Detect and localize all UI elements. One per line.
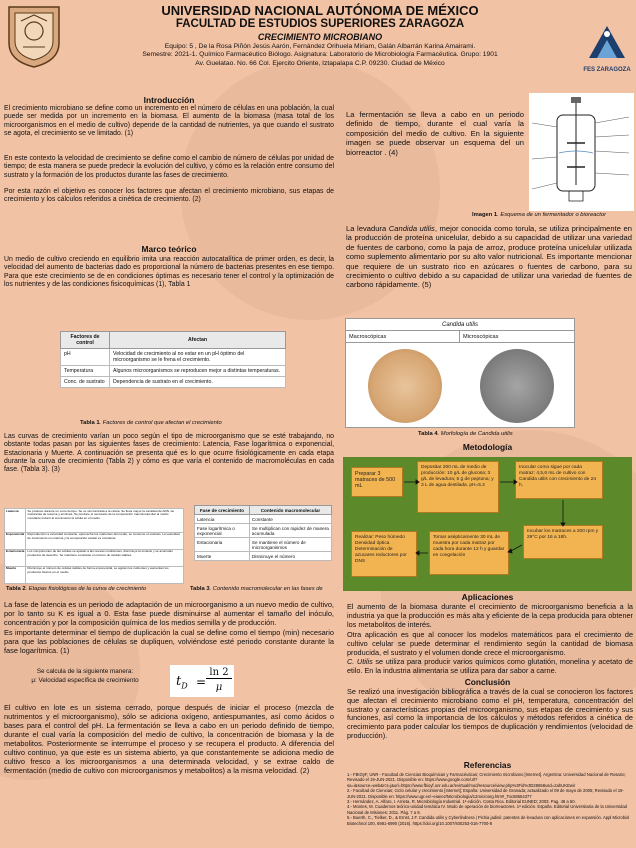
reference-item: 1.- FBIOyF, UNR - Facultad de Ciencias Bioquímicas y Farmacéuticas; Crecimiento microbiano [Internet]. Argentina: Universidad Nacional de Rosario; Revisado el 19-JUN-2021. Disponible en: https://www.google.com/url?sa=i&source=web&rct=j&url=https://www.fbioyf.unr.edu.ar/evirtual/mod/resource/view.php%3Fid%3D28658usd=2ahUKEwir — [347, 772, 626, 788]
ferment-paragraph: La fermentación se lleva a cabo en un periodo definido de tiempo, durante el cual varía la composición del medio de cultivo. En la siguiente imagen se puede observar un esquema del un biorreactor . (4) — [346, 110, 524, 157]
table-2-caption: Tabla 2. Etapas fisiológicas de la curva de crecimiento — [6, 586, 147, 592]
references-heading: Referencias — [463, 760, 512, 770]
reference-item: 5.- Buerth, C., Tielker, D., & Ernst, J.F. Candida utilis y Cyberlindnera | Pichia jadinii: patentes de levadura con aplicaciones en expansión. Appl Microbiol Biotechnol 100, 6981-6990 (2016). https://doi.org/10.1007/s00253-016-7700-8 — [347, 815, 630, 826]
batch-paragraph: El cultivo en lote es un sistema cerrado, porque después de iniciar el proceso (mezcla de nutrimentos y el microorganismo), sólo se adiciona oxígeno, antiespumantes, así como ácidos o bases para el control del pH. La fermentación se lleva a cabo en un periodo definido de tiempo, durante el cual varía la composición del medio de cultivo, la concentración de biomasa y la de metabolitos. Posteriormente se interrumpe el proceso y se recupera el producto. A diferencia del cultivo continuo, ya que este es un sistema abierto, ya que constantemente se adiciona medio de cultivo fresco a los microorganismos a una determinada velocidad, y se extrae caldo de fermentación (medio de cultivo con microorganismos y metabolitos) a la misma velocidad. (2) — [4, 703, 334, 775]
table-cell: Disminuye el número de células viables de forma exponencial, se agotan los nutrientes y aumentan los productos tóxicos en el medio. — [26, 566, 184, 583]
table-row — [5, 566, 184, 583]
table-row — [195, 515, 332, 524]
table-cell: Conc. de sustrato — [61, 377, 110, 388]
applications-paragraph-1: El aumento de la biomasa durante el crecimiento de microorganismo beneficia a la industria ya que la producción es más alta y eficiente de la cepa producida para obtener los metabolitos de interés. — [347, 602, 633, 629]
macroscopic-culture-image — [368, 349, 442, 423]
method-heading: Metodología — [462, 442, 513, 452]
candida-morphology-figure — [345, 318, 575, 428]
flow-step: Incubar los matraces a 200 rpm y 29°C por 16 a 18h. — [523, 525, 603, 559]
table-cell: pH — [61, 349, 110, 366]
fes-logo-text: FES ZARAGOZA — [583, 67, 631, 73]
table-cell: Disminuye el número — [249, 552, 331, 561]
intro-paragraph-3: Por esta razón el objetivo es conocer los factores que afectan el crecimiento microbiano, sus etapas de crecimiento y los cálculos referidos a cinética de crecimiento. (2) — [4, 188, 334, 204]
table-cell: Dependencia de sustrato en el crecimiento. — [110, 377, 286, 388]
address-line: Av. Guelatao. No. 66 Col. Ejercito Oriente, Iztapalapa C.P. 09230. Ciudad de México — [195, 59, 445, 67]
table-cell: Latencia — [195, 515, 250, 524]
flow-step: Inocular como sigue por cada matraz: 4,5,6 mL de cultivo con Candida utilis con crecimiento de 24 h. — [515, 461, 603, 499]
table-header: Factores de control — [61, 332, 110, 349]
intro-heading: Introducción — [143, 95, 195, 105]
latency-paragraph-2: Es importante determinar el tiempo de duplicación la cual se define como el tiempo (min) necesario para que las poblaciones de células se dupliquen, volviéndose esté periodo constante durante la fase logarítmica. (1) — [4, 628, 334, 655]
table-row — [5, 509, 184, 533]
university-name: UNIVERSIDAD NACIONAL AUTÓNOMA DE MÉXICO — [161, 3, 479, 18]
applications-heading: Aplicaciones — [461, 592, 514, 602]
table-cell: Los componentes de las células se ajustan a las nuevas condiciones, disminuye la síntesis y se acumulan productos de desecho. Se mantiene constante el número de células viables. — [26, 549, 184, 566]
table-row — [195, 552, 332, 561]
table-row — [5, 549, 184, 566]
applications-paragraph-3: C. Utilis se utiliza para producir varios químicos como glutatión, monelina y acetato de etilo. En la industria alimentaria se utiliza para dar sabor a carne. — [347, 657, 633, 675]
table-cell: Constante — [249, 515, 331, 524]
flow-step: Depositar 200 mL de medio de producción: 10 g/L de glucosa; 3 g/L de levadura; 5 g de peptona; y 3 L de agua destilada. pH=5.2 — [417, 461, 499, 513]
marco-paragraph: Un medio de cultivo creciendo en equilibrio imita una reacción autocatalítica de primer orden, es decir, la velocidad del aumento de bacterias dado es proporcional la número de bacterias presentes en ese tiempo. Para que este crecimiento se de en condiciones óptimas es necesario tener el control y la optimización de los nutrientes y de las condiciones fisicoquímicas (1), Tabla 1 — [4, 256, 334, 288]
candida-paragraph: La levadura Candida utilis, mejor conocida como torula, se utiliza principalmente en la producción de proteína unicelular, debido a su capacidad de utilizar una variedad de fuentes de carbono, como la paja de arroz, produce proteína unicelular utilizada como suplemento alimentario por su alto valor nutricional. Es importante mencionar que requiere de un sustrato rico en azúcares o fuentes de carbono, para su crecimiento o cultivo debido a su capacidad de utilizar una variedad de fuentes de carbono rápidamente. (5) — [346, 224, 632, 290]
table-cell: Fase logarítmica o exponencial — [195, 524, 250, 538]
table-cell: Exponencial — [5, 532, 26, 549]
microscopic-culture-image — [480, 349, 554, 423]
poster-title: CRECIMIENTO MICROBIANO — [257, 32, 383, 42]
table-cell: Muerte — [195, 552, 250, 561]
image-1-caption: Imagen 1. Esquema de un fermentador o bioreactor — [472, 212, 607, 218]
faculty-name: FACULTAD DE ESTUDIOS SUPERIORES ZARAGOZA — [175, 18, 465, 30]
table-header: Afectan — [110, 332, 286, 349]
references-list — [347, 772, 633, 826]
table-row — [5, 532, 184, 549]
reference-item: 4.- Montes, M. Cuadernos teórico-unidad temática IV. Modo de operación de biorreactores. 1ª edición. España. Editorial Universitaria de la Universidad Nacional de Misiones; 2011. Pág. 7 a 9. — [347, 804, 628, 815]
table-row — [195, 538, 332, 552]
flow-step: Tomar asépticamente 30 mL de muestra por cada matraz por cada hora durante 12 h y guardar en congelación — [429, 531, 509, 575]
doubling-time-formula: $t_D$ = ln 2 μ — [170, 665, 234, 697]
formula-lead: Se calcula de la siguiente manera: — [36, 668, 134, 675]
table-header: Contenido macromolecular — [249, 506, 331, 515]
table-header: Fase de crecimiento — [195, 506, 250, 515]
table-cell: Se produce durante un corto tiempo. Se ve sincronizada a la célula. Se lleva mayor la cantidad de ARN, de sustancias de reserva y enzimas. Se produce el necesario de la composición macromolecular al medio constante inducir al crecimiento la célula en el medio. — [26, 509, 184, 533]
reference-item: 2.- Facultad de Ciencias; Ciclo celular y crecimiento [Internet]; España: Universidad de Granada; actualizado el 09 de mayo de 2005; Revisado el 19-JUN-2021. Disponible en: https://www.ugr.es/~eianez/Microbiologia/12microorg.htm#_Toc58554377 — [347, 788, 624, 799]
flow-step: Realizar: Peso húmedo Densidad óptica Determinación de azucares reductores por DNS — [351, 531, 417, 577]
intro-paragraph-1: El crecimiento microbiano se define como un incremento en el número de células en una población, la cual puede ser medida por un incremento en la biomasa. El aumento de la biomasa (masa total de los microorganismos en el medio de cultivo) depende de la cantidad de nutrientes, ya que cuando el sustrato se agota, el crecimiento se ve limitado. (1) — [4, 105, 334, 137]
table-4-caption: Tabla 4. Morfología de Candida utilis — [418, 431, 513, 437]
table-cell: Algunos microorganismos se reproducen mejor a distintas temperaturas. — [110, 366, 286, 377]
table-cell: Latencia — [5, 509, 26, 533]
table-row — [61, 349, 286, 366]
applications-paragraph-2: Otra aplicación es que al conocer los modelos matemáticos para el crecimiento de cultivo celular se puede determinar el rendimiento según la cantidad de biomasa producida, el sustrato y el volumen donde crece el microorganismo. — [347, 630, 633, 657]
unam-logo — [5, 3, 63, 69]
table-2 — [4, 508, 184, 584]
table-cell: Estacionaria — [5, 549, 26, 566]
table-cell: Muerte — [5, 566, 26, 583]
conclusion-heading: Conclusión — [464, 677, 511, 687]
table-3 — [194, 505, 332, 561]
table-cell: Se mantiene el número de microorganismos — [249, 538, 331, 552]
fes-zaragoza-logo — [583, 20, 631, 80]
table-row — [61, 366, 286, 377]
figure-title: Candida utilis — [346, 319, 574, 331]
semester-line: Semestre: 2021-1. Químico Farmacéutico Biólogo. Asignatura: Laboratorio de Microbiología Farmacéutica. Grupo: 1901 — [142, 51, 498, 59]
table-1 — [60, 331, 286, 388]
table-1-caption: Tabla 1. Factores de control que afectan el crecimiento — [80, 420, 222, 426]
bioreactor-diagram — [529, 93, 634, 211]
team-line: Equipo: 5 , De la Rosa Piñón Jesús Aarón, Fernández Orihuela Miriam, Galán Albarrán Karina Amairami. — [164, 43, 476, 50]
table-row — [195, 524, 332, 538]
intro-paragraph-2: En este contexto la velocidad de crecimiento se define como el cambio de número de células por unidad de tiempo; de esta manera se puede predecir la evolución del cultivo, y cómo es la relación entre consumo del sustrato y la formación de los productos durante las fases de crecimiento. — [4, 155, 334, 179]
table-cell: Estacionaria — [195, 538, 250, 552]
table-cell: Reproducción a velocidad constante, aprovecha los nutrientes del medio, se consume el sustrato. La velocidad de crecimiento es máxima y la composición celular es constante. — [26, 532, 184, 549]
table-cell: Se multiplican con rapidez de manera acumulada — [249, 524, 331, 538]
table-3-caption: Tabla 3. Contenido macromolecular en las fases de — [190, 586, 323, 592]
table-row — [61, 377, 286, 388]
macroscopic-label: Macroscópicas — [346, 331, 460, 343]
methodology-flowchart — [343, 457, 632, 591]
poster-header — [70, 4, 570, 68]
microscopic-label: Microscópicas — [460, 331, 574, 343]
conclusion-paragraph: Se realizó una investigación bibliográfica a través de la cual se conocieron los factores que afectan el crecimiento microbiano como el pH, temperatura, concentración del sustrato y características propias del microorganismo, sus etapas de crecimiento y sus funciones, así como la importancia de los cálculos y métodos referidos a cinética de crecimiento para poder calcular los tiempos de duplicación y rendimientos (velocidad de producción). — [347, 687, 633, 740]
table-cell: Temperatura — [61, 366, 110, 377]
marco-heading: Marco teórico — [141, 244, 197, 254]
reference-item: 3.- Hernández, A. Alfaro, I. Arrieta, R. Microbiología Industrial. 1ª edición. Costa Rica. Editorial EUNED; 2003. Pag. 48 a 50. — [347, 799, 576, 805]
flow-step: Preparar 3 matraces de 500 mL — [351, 467, 403, 497]
formula-mu-definition: μ: Velocidad específica de crecimiento — [31, 677, 139, 684]
table-cell: Velocidad de crecimiento al no estar en un pH óptimo del microorganismo se le frena el crecimiento. — [110, 349, 286, 366]
curves-paragraph: Las curvas de crecimiento varían un poco según el tipo de microorganismo que se esté trabajando, no obstante todas pasan por las siguientes fases de crecimiento: Latencia, Fase logarítmica o exponencial, Estacionaria y Muerte. A continuación se presenta qué es lo que ocurre fisiológicamente en cada etapa durante la curva de crecimiento (Tabla 2) y cómo es que varía el contenido de macromoléculas en cada fase. (Tabla 3). (3) — [4, 433, 334, 474]
latency-paragraph-1: La fase de latencia es un periodo de adaptación de un microorganismo a un nuevo medio de cultivo, por lo tanto su K es igual a 0. Esta fase puede disminuirse al aumentar el tamaño del inóculo, concentración y por la composición química de los medios semilla y de producción. — [4, 600, 334, 627]
